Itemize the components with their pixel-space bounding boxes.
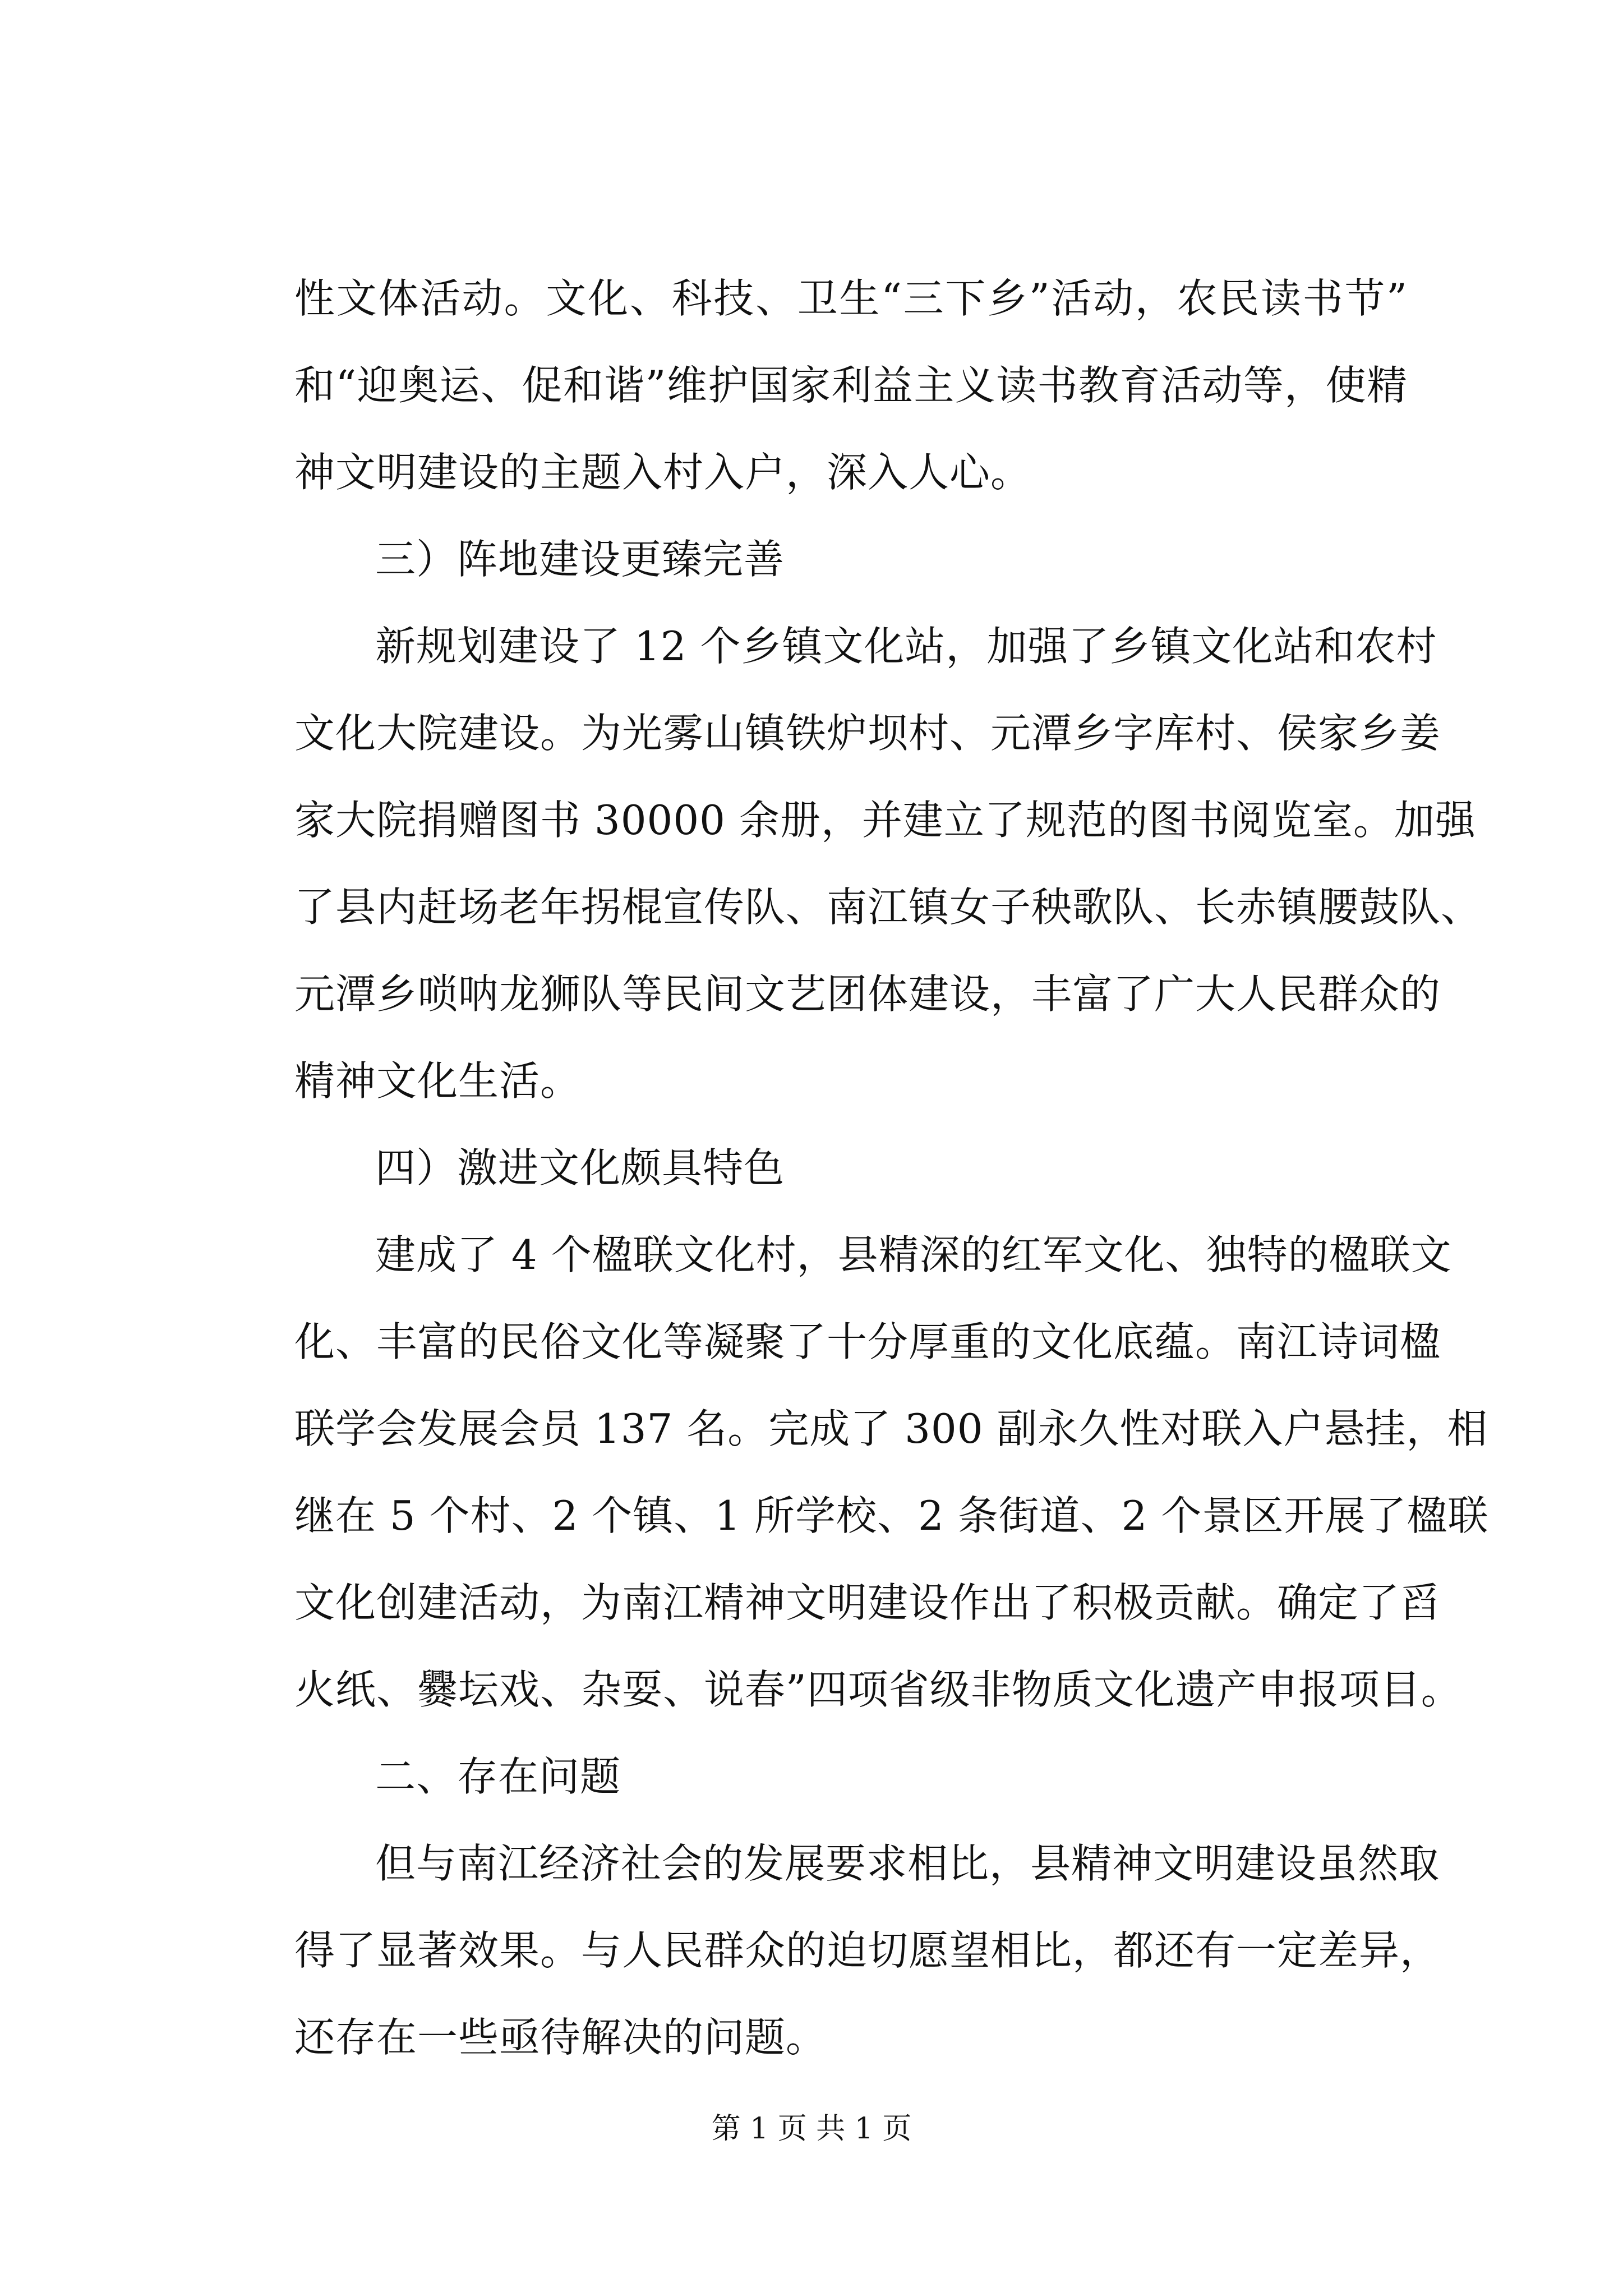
paragraph-line: 精神文化生活。: [294, 1057, 582, 1105]
section-heading: 四）激进文化颇具特色: [375, 1144, 785, 1191]
paragraph-line: 新规划建设了 12 个乡镇文化站，加强了乡镇文化站和农村: [375, 623, 1437, 670]
paragraph-line: 元潭乡唢呐龙狮队等民间文艺团体建设，丰富了广大人民群众的: [294, 970, 1441, 1018]
paragraph-line: 但与南江经济社会的发展要求相比，县精神文明建设虽然取: [375, 1840, 1440, 1887]
paragraph-line: 和“迎奥运、促和谐”维护国家利益主义读书教育活动等，使精: [294, 362, 1408, 409]
paragraph-line: 家大院捐赠图书 30000 余册，并建立了规范的图书阅览室。加强: [294, 797, 1476, 844]
body-text: [294, 255, 1489, 2081]
paragraph-line: 化、丰富的民俗文化等凝聚了十分厚重的文化底蕴。南江诗词楹: [294, 1318, 1441, 1365]
paragraph-line: 性文体活动。文化、科技、卫生“三下乡”活动，农民读书节”: [294, 275, 1408, 322]
page-footer: [0, 2109, 1623, 2148]
paragraph-line: 了县内赶场老年拐棍宣传队、南江镇女子秧歌队、长赤镇腰鼓队、: [294, 884, 1482, 931]
page-number-label: 第 1 页 共 1 页: [711, 2112, 912, 2146]
paragraph-line: 火纸、爨坛戏、杂耍、说春”四项省级非物质文化遗产申报项目。: [294, 1666, 1462, 1713]
section-heading: 三）阵地建设更臻完善: [375, 536, 785, 583]
paragraph-line: 文化创建活动，为南江精神文明建设作出了积极贡献。确定了舀: [294, 1579, 1441, 1626]
section-heading: 二、存在问题: [375, 1753, 621, 1800]
paragraph-line: 神文明建设的主题入村入户，深入人心。: [294, 449, 1032, 496]
paragraph-line: 得了显著效果。与人民群众的迫切愿望相比，都还有一定差异，: [294, 1927, 1441, 1974]
paragraph-line: 还存在一些亟待解决的问题。: [294, 2014, 827, 2061]
paragraph-line: 联学会发展会员 137 名。完成了 300 副永久性对联入户悬挂，相: [294, 1405, 1488, 1452]
paragraph-line: 建成了 4 个楹联文化村，县精深的红军文化、独特的楹联文: [375, 1231, 1452, 1278]
paragraph-line: 文化大院建设。为光雾山镇铁炉坝村、元潭乡字库村、侯家乡姜: [294, 710, 1441, 757]
paragraph-line: 继在 5 个村、2 个镇、1 所学校、2 条街道、2 个景区开展了楹联: [294, 1492, 1489, 1539]
